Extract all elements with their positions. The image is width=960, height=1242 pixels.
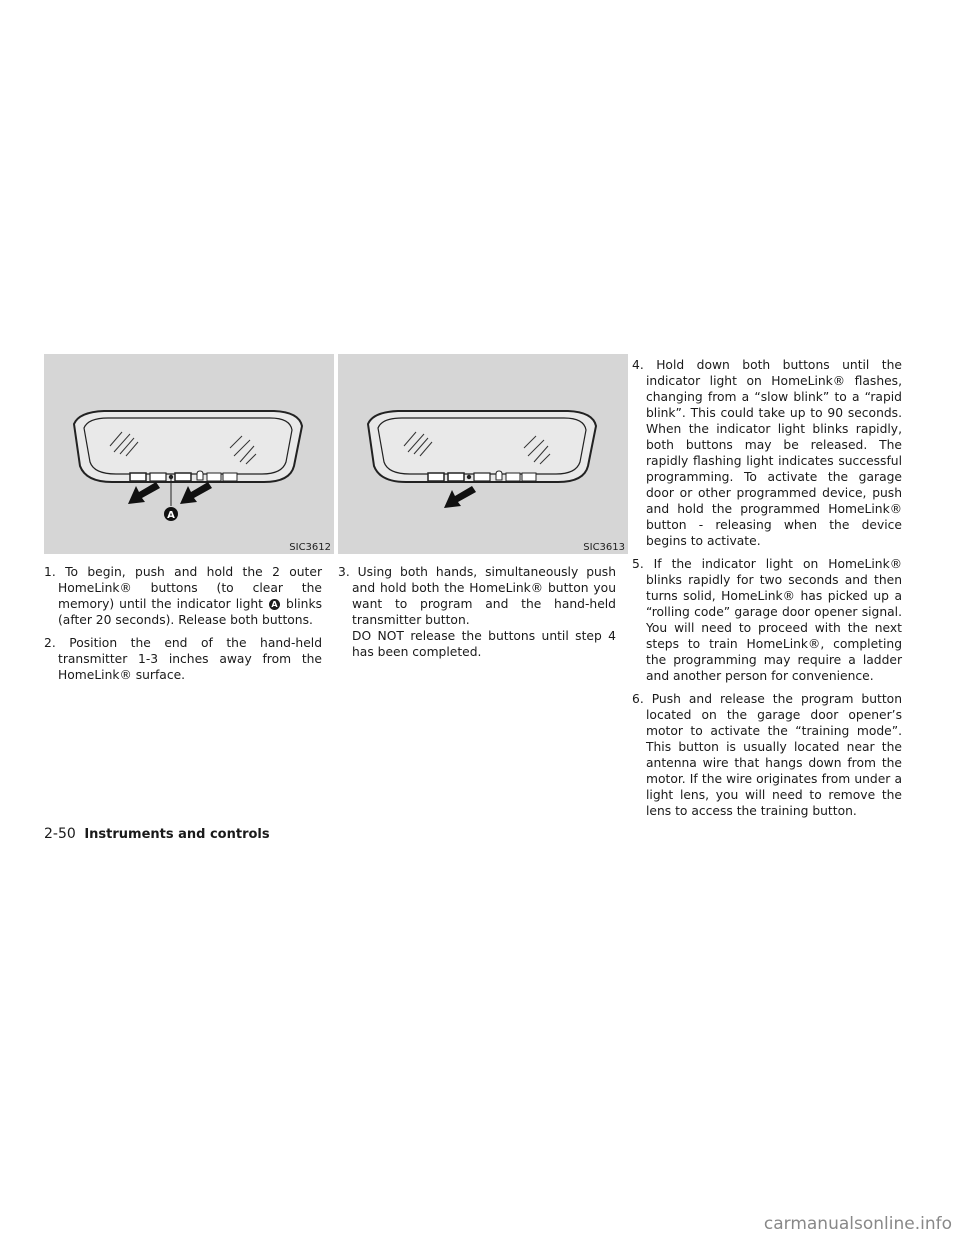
section-title: Instruments and controls bbox=[84, 827, 270, 842]
figure-code: SIC3613 bbox=[583, 542, 625, 553]
step-5: 5. If the indicator light on HomeLink® blinks rapidly for two seconds and then turns solid, HomeLink® has picked up a “rolling code” garage door opener signal. You will need to proceed with the next steps to train HomeLink®, completing the programming may require a ladder and another person for convenience. bbox=[632, 557, 902, 683]
step-4: 4. Hold down both buttons until the indicator light on HomeLink® flashes, changing from a “slow blink” to a “rapid blink”. This could take up to 90 seconds. When the indicator light blinks rapidly, both buttons may be released. The rapidly flashing light indicates successful programming. To activate the garage door or other programmed device, push and hold the programmed HomeLink® button - releasing when the device begins to activate. bbox=[632, 358, 902, 548]
figure-code: SIC3612 bbox=[289, 542, 331, 553]
step-3-note: DO NOT release the buttons until step 4 has been completed. bbox=[352, 629, 616, 659]
step-1-text-post: blinks (after 20 seconds). Release both buttons. bbox=[58, 597, 322, 627]
step-3 bbox=[338, 564, 616, 660]
step-3-text: 3. Using both hands, simultaneously push and hold both the HomeLink® button you want to program and the hand-held transmitter button. bbox=[338, 565, 616, 627]
callout-a-label: A bbox=[167, 510, 175, 521]
callout-a-icon: A bbox=[269, 599, 280, 610]
step-2: 2. Position the end of the hand-held transmitter 1-3 inches away from the HomeLink® surface. bbox=[44, 636, 322, 682]
column-2 bbox=[338, 564, 616, 667]
page-number: 2-50 bbox=[44, 826, 76, 842]
figure-mirror-2 bbox=[338, 354, 628, 554]
page-footer bbox=[44, 826, 270, 842]
column-1 bbox=[44, 564, 322, 690]
column-3 bbox=[632, 357, 902, 826]
mirror-illustration-2 bbox=[338, 354, 628, 554]
watermark: carmanualsonline.info bbox=[763, 1214, 952, 1234]
step-1 bbox=[44, 564, 322, 628]
step-1-text-pre: 1. To begin, push and hold the 2 outer HomeLink® buttons (to clear the memory) until the indicator light bbox=[44, 565, 322, 611]
figure-mirror-1 bbox=[44, 354, 334, 554]
mirror-illustration-1 bbox=[44, 354, 334, 554]
step-6: 6. Push and release the program button located on the garage door opener’s motor to activate the “training mode”. This button is usually located near the antenna wire that hangs down from the motor. If the wire originates from under a light lens, you will need to remove the lens to access the training button. bbox=[632, 692, 902, 818]
